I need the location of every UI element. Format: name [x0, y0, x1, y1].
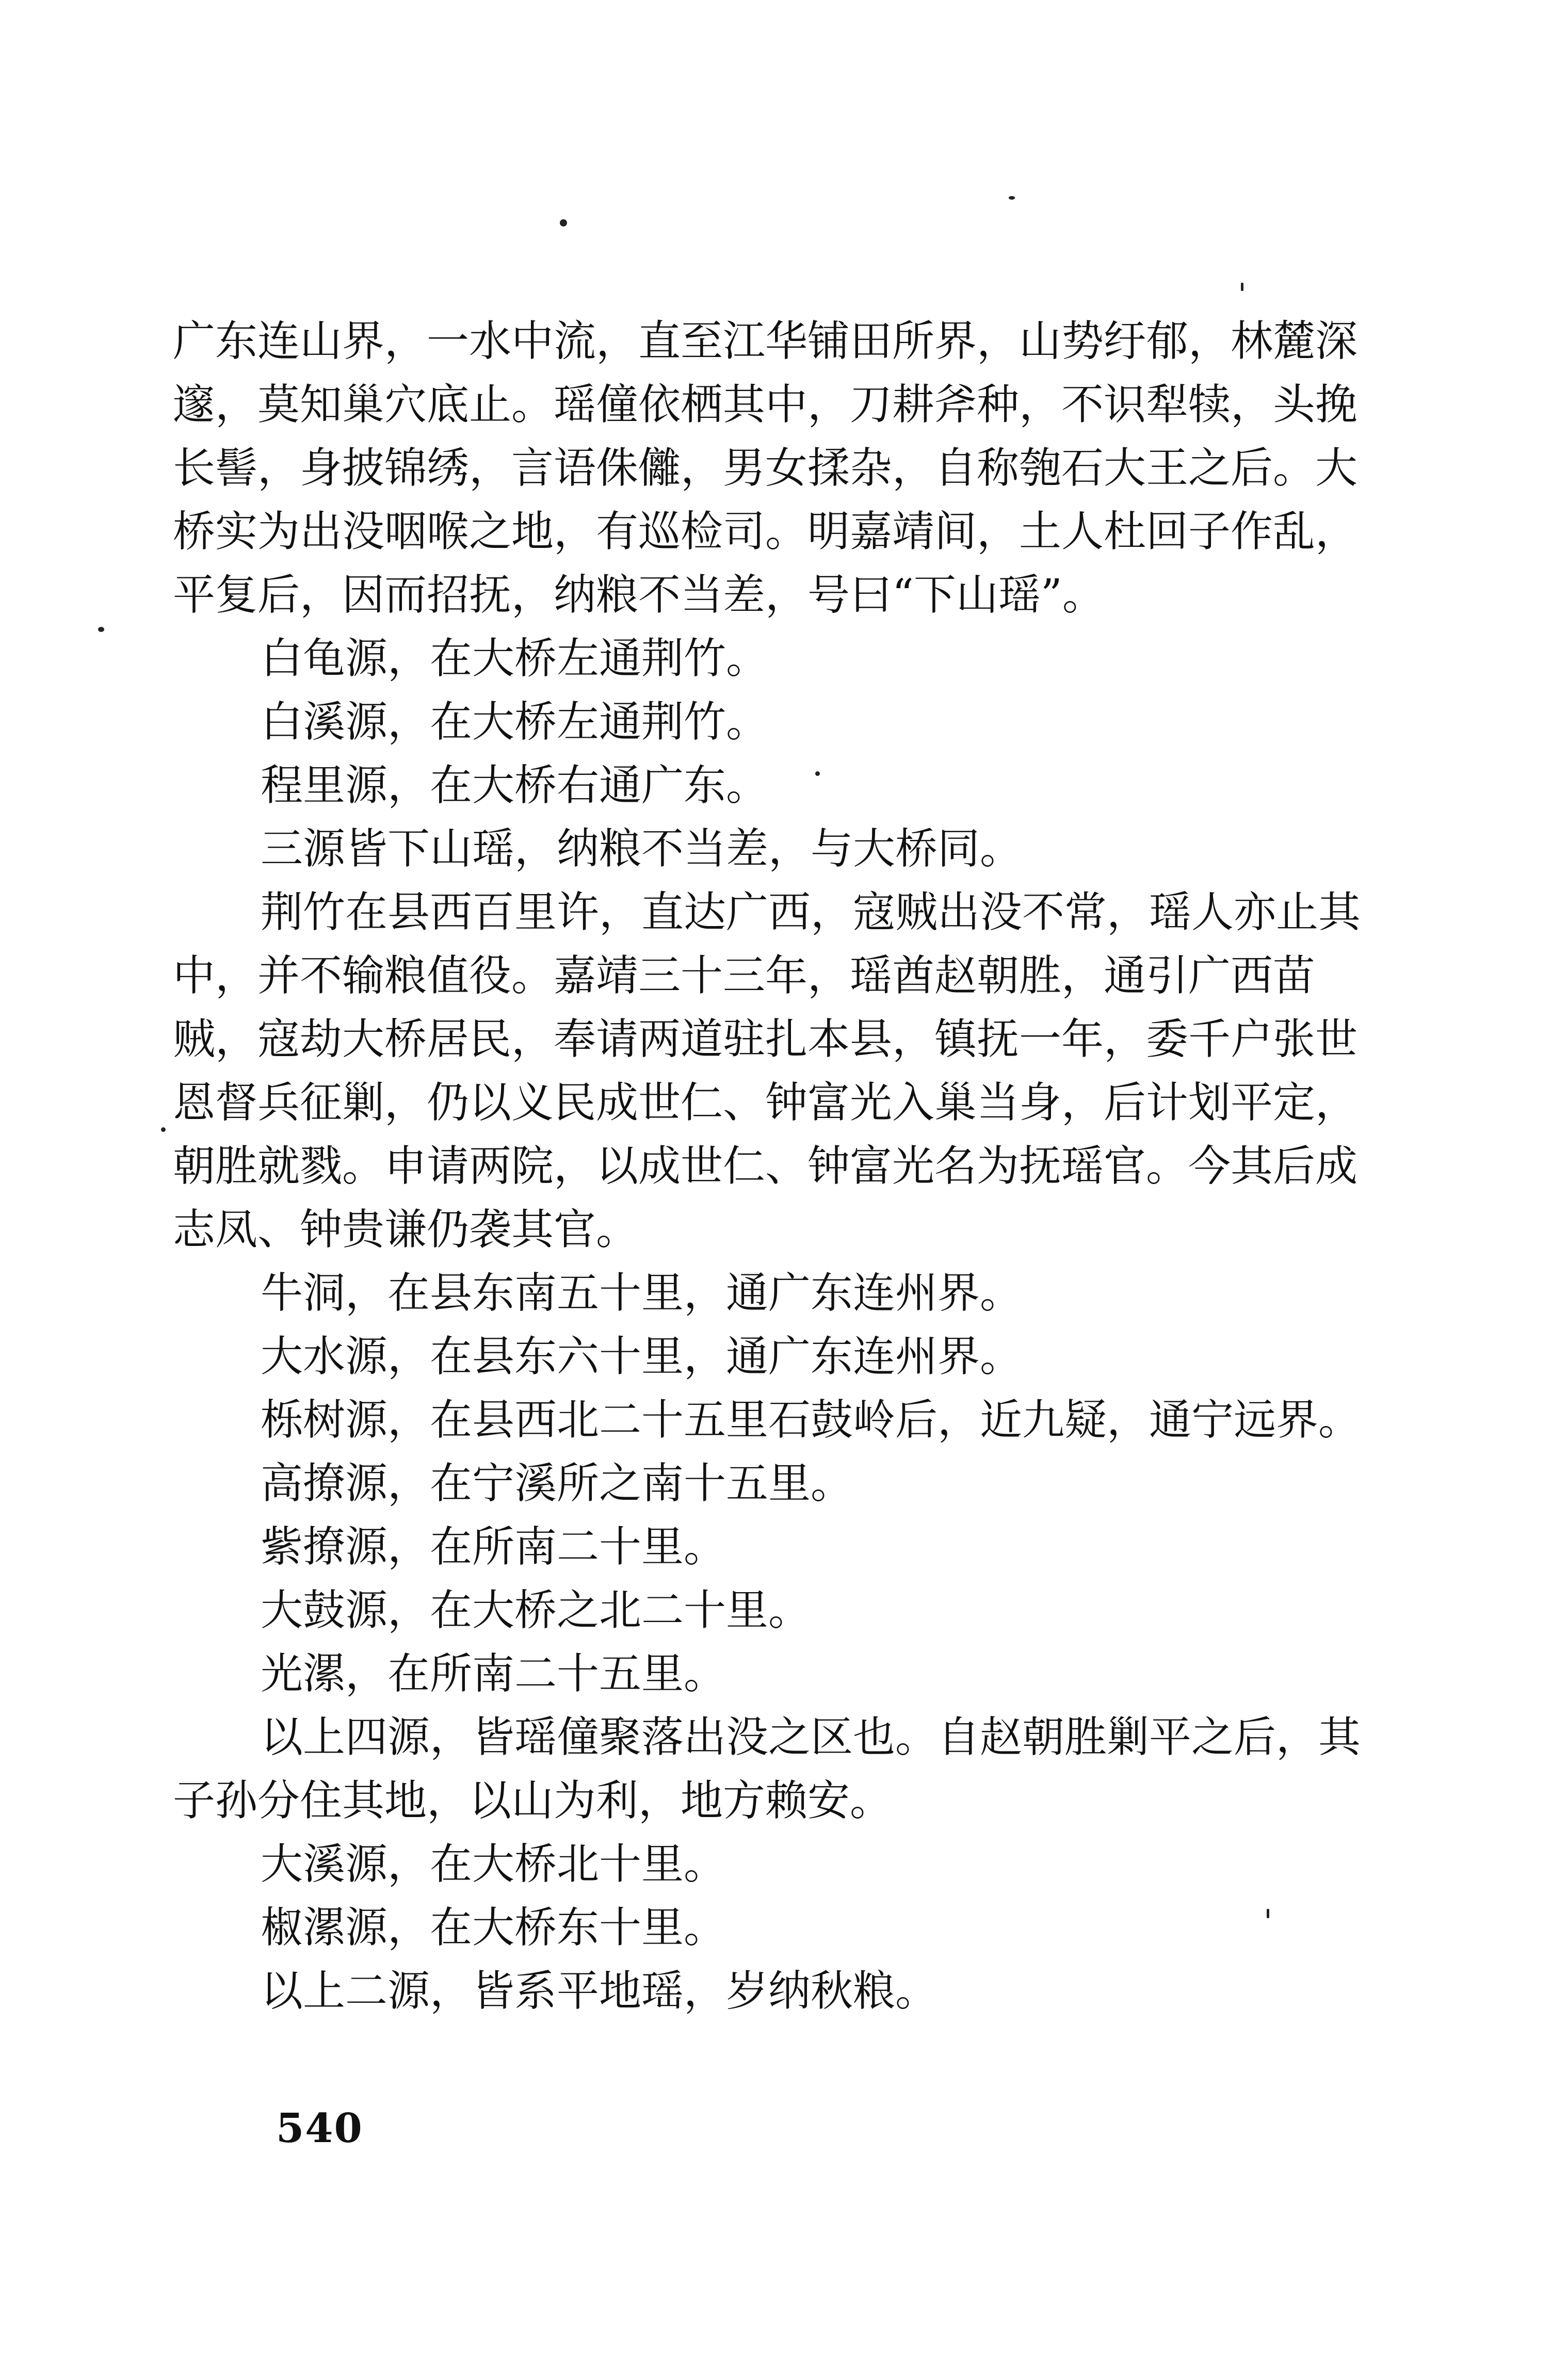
text-line: 以上四源，皆瑶僮聚落出没之区也。自赵朝胜剿平之后，其	[261, 1713, 1361, 1762]
paragraph-eryuan-summary	[173, 1959, 1411, 2023]
paragraph-dashan-yao	[173, 310, 1411, 627]
paragraph-jingzhu	[173, 881, 1411, 1261]
paragraph-niudong	[173, 1261, 1411, 1325]
text-line: 椒漯源，在大桥东十里。	[261, 1903, 726, 1952]
scan-speck	[1009, 196, 1015, 200]
text-line: 光漯，在所南二十五里。	[261, 1649, 726, 1698]
paragraph-dashui-yuan	[173, 1325, 1411, 1388]
paragraph-jiaoluo-yuan	[173, 1896, 1411, 1959]
body-text	[173, 310, 1411, 2023]
text-line: 以上二源，皆系平地瑶，岁纳秋粮。	[261, 1967, 938, 2016]
text-line: 荆竹在县西百里许，直达广西，寇贼出没不常，瑶人亦止其	[261, 888, 1361, 937]
text-line: 长髻，身披锦绣，言语侏㒧，男女揉杂，自称匏石大王之后。大	[173, 444, 1358, 493]
scan-speck	[1241, 283, 1243, 291]
paragraph-gaoliao-yuan	[173, 1452, 1411, 1515]
paragraph-ziliao-yuan	[173, 1515, 1411, 1579]
paragraph-baixi-yuan	[173, 690, 1411, 754]
paragraph-lishu-yuan	[173, 1388, 1411, 1452]
text-line: 朝胜就戮。申请两院，以成世仁、钟富光名为抚瑶官。今其后成	[173, 1142, 1358, 1191]
text-line: 子孙分住其地，以山为利，地方赖安。	[173, 1776, 893, 1825]
text-line: 广东连山界，一水中流，直至江华铺田所界，山势纡郁，林麓深	[173, 317, 1358, 366]
text-line: 志凤、钟贵谦仍袭其官。	[173, 1205, 639, 1254]
text-line: 贼，寇劫大桥居民，奉请两道驻扎本县，镇抚一年，委千户张世	[173, 1015, 1358, 1064]
scan-speck	[98, 627, 104, 632]
text-line: 恩督兵征剿，仍以义民成世仁、钟富光入巢当身，后计划平定，	[173, 1078, 1358, 1127]
text-line: 三源皆下山瑶，纳粮不当差，与大桥同。	[261, 824, 1023, 873]
text-line: 白龟源，在大桥左通荆竹。	[261, 634, 769, 683]
text-line: 高撩源，在宁溪所之南十五里。	[261, 1459, 853, 1508]
text-line: 桥实为出没咽喉之地，有巡检司。明嘉靖间，土人杜回子作乱，	[173, 507, 1358, 556]
text-line: 栎树源，在县西北二十五里石鼓岭后，近九疑，通宁远界。	[261, 1396, 1361, 1445]
text-line: 白溪源，在大桥左通荆竹。	[261, 698, 769, 747]
text-line: 大鼓源，在大桥之北二十里。	[261, 1586, 811, 1635]
text-line: 牛洞，在县东南五十里，通广东连州界。	[261, 1269, 1023, 1318]
page-number: 540	[276, 2105, 363, 2152]
paragraph-chengli-yuan	[173, 754, 1411, 817]
paragraph-dagu-yuan	[173, 1579, 1411, 1642]
text-line: 程里源，在大桥右通广东。	[261, 761, 769, 810]
text-line: 中，并不输粮值役。嘉靖三十三年，瑶酋赵朝胜，通引广西苗	[173, 951, 1316, 1000]
scan-speck	[161, 1127, 166, 1132]
text-line: 大溪源，在大桥北十里。	[261, 1840, 726, 1889]
scan-speck	[560, 219, 567, 226]
text-line: 紫撩源，在所南二十里。	[261, 1522, 726, 1571]
paragraph-daxi-yuan	[173, 1833, 1411, 1896]
paragraph-baigui-yuan	[173, 627, 1411, 690]
paragraph-guangluo	[173, 1642, 1411, 1706]
text-line: 邃，莫知巢穴底止。瑶僮依栖其中，刀耕斧种，不识犁犊，头挽	[173, 380, 1358, 429]
paragraph-sanyuan	[173, 817, 1411, 881]
text-line: 平复后，因而招抚，纳粮不当差，号曰“下山瑶”。	[173, 571, 1105, 620]
paragraph-siyuan-summary	[173, 1706, 1411, 1833]
text-line: 大水源，在县东六十里，通广东连州界。	[261, 1332, 1023, 1381]
